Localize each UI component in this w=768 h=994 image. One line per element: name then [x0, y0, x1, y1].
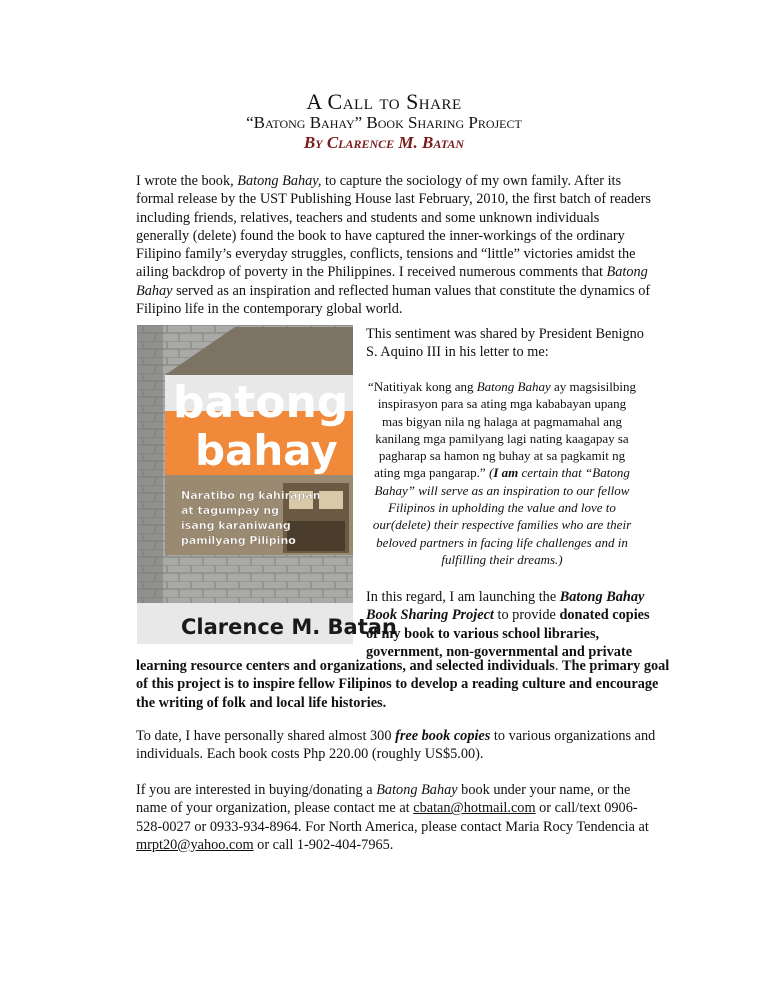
- translation-text: certain that “Batong Bahay” will serve as an inspiration to our fellow Filipinos in upholding the value and love to our(delete) their respective families who are their beloved partners in facing life challenges and in fulfilling their dreams.): [372, 465, 632, 567]
- cover-title-1: batong: [173, 377, 349, 428]
- quote-text-2: ay magsisilbing inspirasyon para sa ating mga kababayan upang mas bigyan nila ng halaga at pagmamahal ang kanilang mga pamilyang lagi nating kaagapay sa pagharap sa hamon ng buhay at sa pagkamit ng ating mga pangarap.”: [374, 379, 636, 481]
- contact-text-1: If you are interested in buying/donating a: [136, 782, 377, 798]
- free-copies: free book copies: [395, 728, 491, 744]
- book-cover-image: [137, 325, 397, 644]
- book-title: Batong Bahay: [136, 264, 648, 299]
- shared-text-1: To date, I have personally shared almost 300: [136, 728, 396, 744]
- launch-text-1: In this regard, I am launching the: [366, 589, 560, 605]
- shared-text-2: to various organizations and individuals. Each book costs Php 220.00 (roughly US$5.00).: [136, 728, 656, 763]
- cover-subtitle-line: at tagumpay ng: [181, 504, 280, 517]
- launch-paragraph-start: [366, 588, 656, 661]
- intro-text-2: to capture the sociology of my own family. After its formal release by the UST Publishing House last February, 2010, the first batch of readers including friends, relatives, teachers and students and some unknown individuals generally (delete) found the book to have captured the inner-workings of the ordinary Filipino family’s everyday struggles, conflicts, tensions and “little” victories amidst the ailing backdrop of poverty in the Philippines. I received numerous comments that: [136, 173, 651, 281]
- page-subtitle: “Batong Bahay” Book Sharing Project: [246, 113, 522, 132]
- translation-paren: (: [488, 465, 494, 481]
- book-title: Batong Bahay: [476, 379, 551, 394]
- launch-text-3: .: [554, 658, 563, 674]
- cover-subtitle-line: pamilyang Pilipino: [181, 534, 296, 547]
- cover-subtitle-line: isang karaniwang: [181, 519, 291, 532]
- quote-text-1: “Natitiyak kong ang: [368, 379, 477, 394]
- intro-paragraph: [136, 172, 656, 318]
- page-title: A Call to Share: [306, 89, 462, 114]
- book-title: Batong Bahay,: [237, 173, 322, 189]
- launch-bold-2: learning resource centers and organizations, and selected individuals: [136, 658, 555, 674]
- contact-text-3: or call/text 0906-528-0027 or 0933-934-8964. For North America, please contact Maria Rocy Tendencia at: [136, 800, 649, 835]
- cover-title-2: bahay: [195, 426, 338, 475]
- shared-copies-paragraph: [136, 727, 656, 764]
- cover-author: Clarence M. Batan: [181, 615, 397, 639]
- book-title: Batong Bahay: [376, 782, 458, 798]
- book-cover-art: [137, 325, 397, 644]
- project-name: Batong Bahay Book Sharing Project: [366, 589, 645, 624]
- launch-paragraph-continued: [136, 657, 676, 712]
- intro-text-1: I wrote the book,: [136, 173, 238, 189]
- byline: By Clarence M. Batan: [303, 133, 465, 152]
- contact-text-2: book under your name, or the name of your organization, please contact me at: [136, 782, 631, 817]
- translation-bold: I am: [493, 465, 519, 481]
- launch-text-2: to provide: [493, 607, 560, 624]
- intro-text-3: served as an inspiration and reflected human values that constitute the dynamics of Filipino life in the contemporary global world.: [136, 282, 651, 318]
- launch-bold-1: donated copies of my book to various school libraries, government, non-governmental and private: [366, 607, 650, 660]
- contact-paragraph: [136, 781, 656, 854]
- email-link-mrpt20[interactable]: mrpt20@yahoo.com: [136, 836, 254, 853]
- project-goal: The primary goal of this project is to inspire fellow Filipinos to develop a reading culture and encourage the writing of folk and local life histories.: [136, 658, 670, 711]
- quote-translation: [373, 465, 631, 566]
- president-quote: [366, 378, 638, 568]
- cover-subtitle-line: Naratibo ng kahirapan: [181, 489, 321, 502]
- sentiment-text: This sentiment was shared by President Benigno S. Aquino III in his letter to me:: [366, 326, 644, 361]
- contact-text-4: or call 1-902-404-7965.: [253, 836, 394, 853]
- email-link-cbatan[interactable]: cbatan@hotmail.com: [413, 800, 536, 817]
